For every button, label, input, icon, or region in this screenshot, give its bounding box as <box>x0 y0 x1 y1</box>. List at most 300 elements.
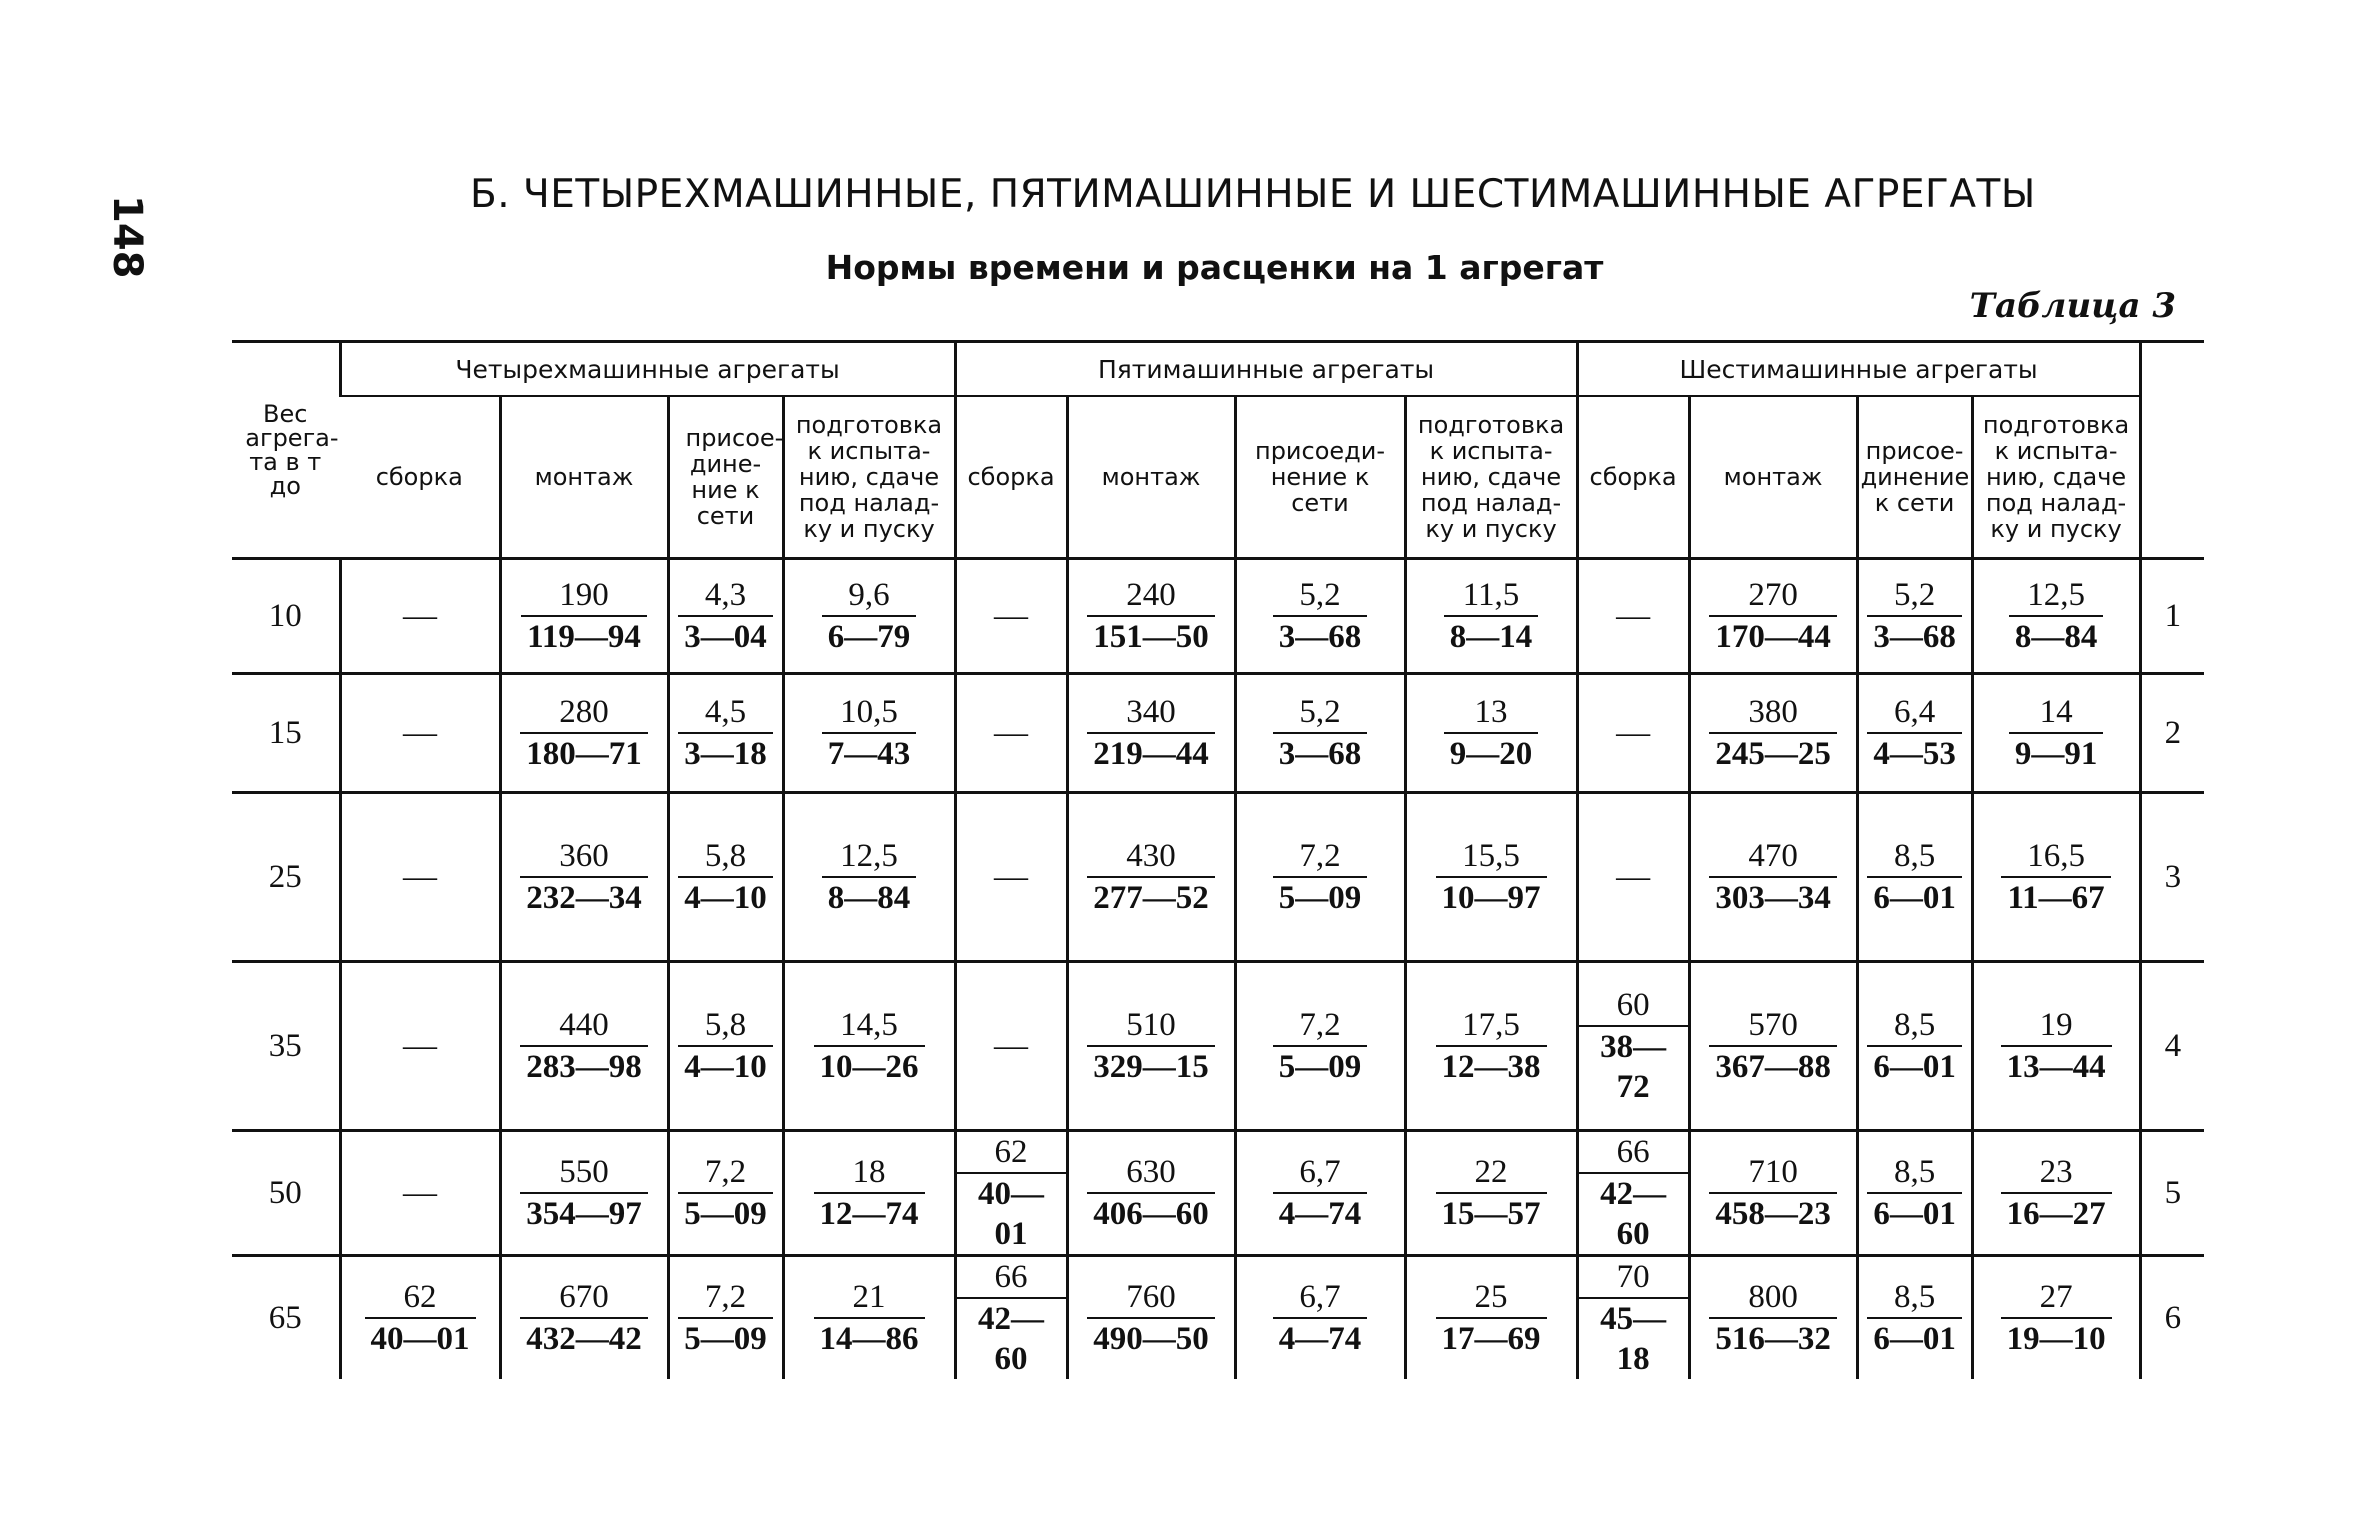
norm-fraction <box>678 575 773 657</box>
norm-fraction <box>1273 1277 1368 1359</box>
time-norm: 8,5 <box>1893 1007 1936 1043</box>
norm-cell <box>340 1256 500 1380</box>
norm-cell <box>1405 1256 1577 1380</box>
rate-value: 5—09 <box>1273 876 1368 918</box>
norm-cell <box>500 962 668 1131</box>
time-norm: 7,2 <box>704 1279 747 1315</box>
norm-fraction <box>1273 1152 1368 1234</box>
rate-value: 40—01 <box>957 1172 1066 1254</box>
time-norm: 470 <box>1748 838 1798 874</box>
rate-value: 10—26 <box>814 1045 925 1087</box>
norm-cell <box>500 1256 668 1380</box>
empty-dash: — <box>994 714 1029 751</box>
norm-cell <box>783 1131 955 1256</box>
norm-fraction <box>1709 1277 1837 1359</box>
col-header-installation: монтаж <box>1689 396 1857 559</box>
rate-value: 277—52 <box>1087 876 1215 918</box>
time-norm: 5,2 <box>1893 577 1936 613</box>
norm-fraction <box>678 1277 773 1359</box>
norm-cell <box>955 793 1067 962</box>
norm-cell <box>500 674 668 793</box>
norm-cell <box>1972 674 2140 793</box>
rate-value: 4—74 <box>1273 1317 1368 1359</box>
col-header-connection <box>668 396 783 559</box>
norm-cell <box>1972 962 2140 1131</box>
rate-value: 406—60 <box>1087 1192 1215 1234</box>
time-norm: 70 <box>1616 1259 1650 1295</box>
time-norm: 62 <box>403 1279 437 1315</box>
rate-value: 42—60 <box>957 1297 1066 1379</box>
norm-fraction <box>1087 692 1215 774</box>
norm-fraction <box>822 692 917 774</box>
norm-fraction <box>1579 1132 1688 1254</box>
rate-value: 432—42 <box>520 1317 648 1359</box>
table-body <box>232 559 2204 1380</box>
col-header-connection-text: присое-дине-ние к сети <box>685 424 784 530</box>
weight-cell: 65 <box>232 1256 340 1380</box>
time-norm: 13 <box>1474 694 1508 730</box>
norm-fraction <box>814 1152 925 1234</box>
norm-fraction <box>822 575 917 657</box>
weight-cell: 25 <box>232 793 340 962</box>
norm-fraction <box>678 1152 773 1234</box>
time-norm: 5,2 <box>1299 577 1341 613</box>
norm-fraction <box>1867 836 1962 918</box>
norm-fraction <box>1436 1005 1547 1087</box>
norm-cell <box>1972 559 2140 674</box>
row-number: 2 <box>2140 674 2204 793</box>
norm-cell <box>955 962 1067 1131</box>
rate-value: 245—25 <box>1709 732 1837 774</box>
time-norm: 17,5 <box>1462 1007 1520 1043</box>
norm-fraction <box>2001 1005 2112 1087</box>
empty-dash: — <box>403 858 437 895</box>
norm-fraction <box>2009 692 2104 774</box>
norm-cell <box>340 559 500 674</box>
norm-cell <box>340 793 500 962</box>
norm-cell <box>1405 674 1577 793</box>
rate-value: 119—94 <box>521 615 647 657</box>
rate-value: 354—97 <box>520 1192 648 1234</box>
time-norm: 380 <box>1748 694 1798 730</box>
time-norm: 60 <box>1616 987 1650 1023</box>
norm-cell <box>1857 674 1972 793</box>
norm-cell <box>668 674 783 793</box>
norm-fraction <box>2009 575 2104 657</box>
rate-value: 367—88 <box>1709 1045 1837 1087</box>
norm-cell <box>1689 559 1857 674</box>
norm-cell <box>1235 1131 1405 1256</box>
col-header-connection-text: присоеди-нение к сети <box>1255 437 1386 517</box>
norm-cell <box>1067 793 1235 962</box>
norm-fraction <box>1867 1277 1962 1359</box>
time-norm: 340 <box>1126 694 1176 730</box>
time-norm: 16,5 <box>2027 838 2085 874</box>
time-norm: 4,5 <box>704 694 747 730</box>
norm-cell <box>1067 1131 1235 1256</box>
rate-value: 11—67 <box>2001 876 2110 918</box>
norm-cell <box>1067 674 1235 793</box>
norm-cell <box>1067 1256 1235 1380</box>
row-number: 3 <box>2140 793 2204 962</box>
table-row <box>232 1256 2204 1380</box>
rate-value: 8—14 <box>1444 615 1539 657</box>
norm-fraction <box>521 575 647 657</box>
time-norm: 62 <box>994 1134 1028 1170</box>
norm-fraction <box>1444 692 1539 774</box>
rate-value: 8—84 <box>2009 615 2104 657</box>
rate-value: 13—44 <box>2001 1045 2112 1087</box>
table-subtitle-text: Нормы времени и расценки на 1 агрегат <box>825 248 1604 287</box>
time-norm: 66 <box>994 1259 1028 1295</box>
rate-value: 3—68 <box>1273 615 1368 657</box>
group-header-six: Шестимашинные агрегаты <box>1577 342 2140 397</box>
norm-cell <box>340 962 500 1131</box>
time-norm: 240 <box>1126 577 1176 613</box>
rate-value: 6—01 <box>1867 876 1962 918</box>
rate-value: 4—10 <box>678 1045 773 1087</box>
norm-cell <box>955 1131 1067 1256</box>
table-label: Таблица 3 <box>1969 286 2176 326</box>
rate-value: 10—97 <box>1436 876 1547 918</box>
empty-dash: — <box>994 1027 1029 1064</box>
rate-value: 4—10 <box>678 876 773 918</box>
time-norm: 10,5 <box>840 694 898 730</box>
col-header-preparation-text: подготовка к испыта-нию, сдаче под налад-ку и пуску <box>795 411 943 543</box>
time-norm: 190 <box>559 577 609 613</box>
norm-cell <box>668 1256 783 1380</box>
rate-value: 15—57 <box>1436 1192 1547 1234</box>
section-title: Б. ЧЕТЫРЕХМАШИННЫЕ, ПЯТИМАШИННЫЕ И ШЕСТИМАШИННЫЕ АГРЕГАТЫ <box>470 172 2036 217</box>
norm-cell <box>668 793 783 962</box>
rate-value: 5—09 <box>1273 1045 1368 1087</box>
norm-fraction <box>957 1257 1066 1379</box>
norm-cell <box>1577 793 1689 962</box>
rate-value: 329—15 <box>1087 1045 1215 1087</box>
rate-value: 5—09 <box>678 1317 773 1359</box>
norm-fraction <box>1087 1277 1215 1359</box>
norm-cell <box>1235 962 1405 1131</box>
rate-value: 6—79 <box>822 615 917 657</box>
empty-dash: — <box>403 1174 437 1211</box>
rate-value: 42—60 <box>1579 1172 1688 1254</box>
rate-value: 40—01 <box>365 1317 476 1359</box>
norm-cell <box>955 559 1067 674</box>
norm-cell <box>955 674 1067 793</box>
norm-fraction <box>1709 836 1837 918</box>
empty-dash: — <box>1616 858 1651 895</box>
norm-cell <box>1405 793 1577 962</box>
row-number: 5 <box>2140 1131 2204 1256</box>
rate-value: 7—43 <box>822 732 917 774</box>
time-norm: 12,5 <box>840 838 898 874</box>
rate-value: 9—91 <box>2009 732 2104 774</box>
norm-fraction <box>678 692 773 774</box>
norm-fraction <box>520 836 648 918</box>
time-norm: 5,8 <box>704 1007 747 1043</box>
empty-dash: — <box>1616 714 1651 751</box>
time-norm: 280 <box>559 694 609 730</box>
rate-value: 3—18 <box>678 732 773 774</box>
norm-fraction <box>1867 692 1962 774</box>
empty-dash: — <box>994 858 1029 895</box>
norm-cell <box>1577 1131 1689 1256</box>
time-norm: 360 <box>559 838 609 874</box>
norm-cell <box>1689 793 1857 962</box>
col-header-assembly: сборка <box>340 396 500 559</box>
norm-fraction <box>1867 1152 1962 1234</box>
rate-value: 8—84 <box>822 876 917 918</box>
time-norm: 15,5 <box>1462 838 1520 874</box>
norm-fraction <box>1087 836 1215 918</box>
norm-cell <box>1689 962 1857 1131</box>
norm-cell <box>783 1256 955 1380</box>
row-number: 4 <box>2140 962 2204 1131</box>
col-header-assembly: сборка <box>1577 396 1689 559</box>
time-norm: 6,7 <box>1299 1279 1341 1315</box>
norm-fraction <box>1867 1005 1962 1087</box>
norm-cell <box>668 962 783 1131</box>
norm-fraction <box>1273 1005 1368 1087</box>
rate-value: 4—53 <box>1867 732 1962 774</box>
norm-fraction <box>1579 1257 1688 1379</box>
time-norm: 5,2 <box>1299 694 1341 730</box>
time-norm: 21 <box>852 1279 886 1315</box>
norm-cell <box>500 793 668 962</box>
rate-value: 3—68 <box>1867 615 1962 657</box>
weight-header <box>232 342 340 559</box>
norm-fraction <box>1087 1005 1215 1087</box>
norm-cell <box>1857 1131 1972 1256</box>
norm-cell <box>1067 962 1235 1131</box>
rate-value: 3—68 <box>1273 732 1368 774</box>
table-row <box>232 674 2204 793</box>
time-norm: 8,5 <box>1893 838 1936 874</box>
norm-fraction <box>1273 836 1368 918</box>
norm-fraction <box>520 1152 648 1234</box>
norm-fraction <box>1087 575 1215 657</box>
time-norm: 8,5 <box>1893 1154 1936 1190</box>
rate-value: 6—01 <box>1867 1192 1962 1234</box>
empty-dash: — <box>403 714 437 751</box>
time-norm: 7,2 <box>1299 1007 1341 1043</box>
col-header-preparation-text: подготовка к испыта-нию, сдаче под налад-ку и пуску <box>1417 411 1565 543</box>
norm-fraction <box>678 836 773 918</box>
time-norm: 440 <box>559 1007 609 1043</box>
norm-fraction <box>520 1277 648 1359</box>
rate-value: 283—98 <box>520 1045 648 1087</box>
norm-cell <box>1857 559 1972 674</box>
time-norm: 8,5 <box>1893 1279 1936 1315</box>
rate-value: 490—50 <box>1087 1317 1215 1359</box>
norm-fraction <box>1867 575 1962 657</box>
norm-fraction <box>822 836 917 918</box>
norm-cell <box>1972 793 2140 962</box>
norm-fraction <box>1444 575 1539 657</box>
time-norm: 23 <box>2039 1154 2073 1190</box>
time-norm: 630 <box>1126 1154 1176 1190</box>
time-norm: 25 <box>1474 1279 1508 1315</box>
col-header-preparation-text: подготовка к испыта-нию, сдаче под налад-ку и пуску <box>1982 411 2130 543</box>
table-subtitle <box>0 248 2363 287</box>
rate-value: 232—34 <box>520 876 648 918</box>
time-norm: 14 <box>2039 694 2073 730</box>
weight-header-text: Вес агрега-та в т до <box>245 400 339 500</box>
norm-fraction <box>1436 1277 1547 1359</box>
time-norm: 6,7 <box>1299 1154 1341 1190</box>
time-norm: 270 <box>1748 577 1798 613</box>
rate-value: 4—74 <box>1273 1192 1368 1234</box>
norm-cell <box>500 1131 668 1256</box>
rate-value: 19—10 <box>2001 1317 2112 1359</box>
norm-cell <box>783 793 955 962</box>
norm-cell <box>668 559 783 674</box>
weight-cell: 50 <box>232 1131 340 1256</box>
table-row <box>232 559 2204 674</box>
empty-dash: — <box>994 597 1029 634</box>
weight-cell: 35 <box>232 962 340 1131</box>
time-norm: 66 <box>1616 1134 1650 1170</box>
time-norm: 9,6 <box>848 577 890 613</box>
rate-value: 219—44 <box>1087 732 1215 774</box>
time-norm: 27 <box>2039 1279 2073 1315</box>
norm-cell <box>783 674 955 793</box>
row-number: 1 <box>2140 559 2204 674</box>
norm-cell <box>783 559 955 674</box>
norm-cell <box>1689 674 1857 793</box>
rate-value: 38—72 <box>1579 1025 1688 1107</box>
norm-fraction <box>1709 1152 1837 1234</box>
norm-cell <box>1577 962 1689 1131</box>
rate-value: 17—69 <box>1436 1317 1547 1359</box>
norm-fraction <box>678 1005 773 1087</box>
time-norm: 19 <box>2039 1007 2073 1043</box>
time-norm: 11,5 <box>1462 577 1520 613</box>
rate-value: 516—32 <box>1709 1317 1837 1359</box>
rate-value: 16—27 <box>2001 1192 2112 1234</box>
norm-fraction <box>520 1005 648 1087</box>
time-norm: 5,8 <box>704 838 747 874</box>
norm-cell <box>955 1256 1067 1380</box>
col-header-assembly: сборка <box>955 396 1067 559</box>
norm-fraction <box>957 1132 1066 1254</box>
norm-fraction <box>1709 692 1837 774</box>
norms-table <box>232 340 2204 1379</box>
norm-cell <box>1405 962 1577 1131</box>
col-header-connection-text: присое-динение к сети <box>1860 437 1970 517</box>
row-number-header <box>2140 342 2204 559</box>
time-norm: 570 <box>1748 1007 1798 1043</box>
norm-cell <box>500 559 668 674</box>
norm-cell <box>1689 1256 1857 1380</box>
norm-cell <box>1235 674 1405 793</box>
norm-cell <box>1689 1131 1857 1256</box>
rate-value: 170—44 <box>1709 615 1837 657</box>
table-row <box>232 1131 2204 1256</box>
rate-value: 5—09 <box>678 1192 773 1234</box>
page-number: 148 <box>104 195 150 279</box>
norm-fraction <box>1087 1152 1215 1234</box>
norm-fraction <box>1436 1152 1547 1234</box>
rate-value: 6—01 <box>1867 1045 1962 1087</box>
group-header-four: Четырехмашинные агрегаты <box>340 342 955 397</box>
norm-cell <box>1577 559 1689 674</box>
empty-dash: — <box>1616 597 1651 634</box>
norm-fraction <box>2001 1152 2112 1234</box>
time-norm: 760 <box>1126 1279 1176 1315</box>
weight-cell: 10 <box>232 559 340 674</box>
norm-cell <box>1067 559 1235 674</box>
col-header-preparation <box>783 396 955 559</box>
time-norm: 800 <box>1748 1279 1798 1315</box>
time-norm: 550 <box>559 1154 609 1190</box>
col-header-preparation <box>1405 396 1577 559</box>
norm-cell <box>1857 793 1972 962</box>
time-norm: 510 <box>1126 1007 1176 1043</box>
norm-fraction <box>2001 1277 2112 1359</box>
time-norm: 22 <box>1474 1154 1508 1190</box>
col-header-installation: монтаж <box>1067 396 1235 559</box>
norm-fraction <box>814 1005 925 1087</box>
norm-cell <box>1972 1256 2140 1380</box>
norm-cell <box>783 962 955 1131</box>
col-header-preparation <box>1972 396 2140 559</box>
time-norm: 670 <box>559 1279 609 1315</box>
rate-value: 9—20 <box>1444 732 1539 774</box>
rate-value: 180—71 <box>520 732 648 774</box>
norm-cell <box>1577 1256 1689 1380</box>
norm-cell <box>1405 559 1577 674</box>
norm-fraction <box>814 1277 925 1359</box>
time-norm: 6,4 <box>1893 694 1936 730</box>
time-norm: 710 <box>1748 1154 1798 1190</box>
norm-cell <box>1405 1131 1577 1256</box>
time-norm: 7,2 <box>1299 838 1341 874</box>
norm-cell <box>1235 559 1405 674</box>
col-header-connection <box>1857 396 1972 559</box>
col-header-installation: монтаж <box>500 396 668 559</box>
rate-value: 45—18 <box>1579 1297 1688 1379</box>
group-header-five: Пятимашинные агрегаты <box>955 342 1577 397</box>
row-number: 6 <box>2140 1256 2204 1380</box>
norm-cell <box>1857 1256 1972 1380</box>
norm-fraction <box>1579 985 1688 1107</box>
rate-value: 458—23 <box>1709 1192 1837 1234</box>
rate-value: 6—01 <box>1867 1317 1962 1359</box>
time-norm: 12,5 <box>2027 577 2085 613</box>
rate-value: 151—50 <box>1087 615 1215 657</box>
empty-dash: — <box>403 597 437 634</box>
norm-cell <box>668 1131 783 1256</box>
norm-fraction <box>1436 836 1547 918</box>
time-norm: 18 <box>852 1154 886 1190</box>
rate-value: 303—34 <box>1709 876 1837 918</box>
norm-cell <box>1235 793 1405 962</box>
weight-cell: 15 <box>232 674 340 793</box>
norm-fraction <box>520 692 648 774</box>
time-norm: 7,2 <box>704 1154 747 1190</box>
rate-value: 14—86 <box>814 1317 925 1359</box>
rate-value: 12—74 <box>814 1192 925 1234</box>
norm-fraction <box>2001 836 2110 918</box>
time-norm: 4,3 <box>704 577 747 613</box>
norm-cell <box>1972 1131 2140 1256</box>
time-norm: 14,5 <box>840 1007 898 1043</box>
rate-value: 12—38 <box>1436 1045 1547 1087</box>
norm-fraction <box>1273 575 1368 657</box>
norm-cell <box>1235 1256 1405 1380</box>
norm-cell <box>1577 674 1689 793</box>
